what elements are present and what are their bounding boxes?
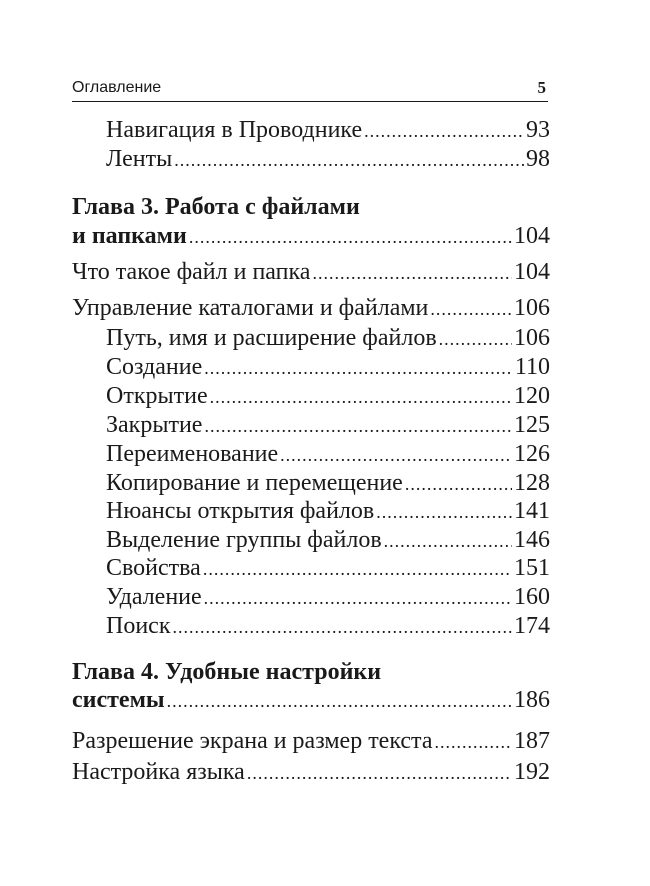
toc-dot-leader [430,295,512,324]
chapter-entry [72,222,550,252]
toc-entry-label: Разрешение экрана и размер текста [72,728,433,754]
chapter-title: Глава 3. Работа с файлами [72,194,360,220]
toc-entry [106,324,550,354]
toc-entry [106,411,550,441]
chapter-entry-page: 104 [514,223,550,249]
toc-dot-leader [203,555,512,584]
toc-entry [72,258,550,288]
toc-entry-label: Навигация в Проводнике [106,117,363,143]
toc-entry-label: Переименование [106,441,279,467]
toc-dot-leader [173,613,513,642]
toc-dot-leader [204,584,512,613]
toc-entry [106,382,550,412]
toc-entry-page: 151 [514,555,550,581]
toc-entry-page: 128 [514,470,550,496]
chapter-entry [72,686,550,716]
toc-dot-leader [210,383,512,412]
running-head [72,77,548,102]
chapter-entry-label: системы [72,687,165,713]
toc-entry-page: 174 [514,613,550,639]
toc-entry-label: Что такое файл и папка [72,259,311,285]
toc-entry-label: Открытие [106,383,208,409]
toc-entry-label: Настройка языка [72,759,245,785]
toc-entry-page: 120 [514,383,550,409]
toc-entry-page: 110 [514,354,550,380]
toc-entry [106,554,550,584]
toc-dot-leader [174,146,524,175]
toc-entry-page: 160 [514,584,550,610]
chapter-title: Глава 4. Удобные настройки [72,659,382,685]
chapter-entry-page: 186 [514,687,550,713]
toc-entry-label: Копирование и перемещение [106,470,403,496]
toc-dot-leader [384,527,512,556]
toc-entry-label: Удаление [106,584,202,610]
toc-entry-label: Управление каталогами и файлами [72,295,429,321]
toc-entry [106,116,550,146]
toc-entry-page: 141 [514,498,550,524]
toc-dot-leader [364,117,524,146]
toc-dot-leader [247,759,512,788]
toc-dot-leader [280,441,512,470]
toc-entry [106,526,550,556]
toc-dot-leader [434,728,512,757]
toc-entry-page: 104 [514,259,550,285]
toc-entry-label: Нюансы открытия файлов [106,498,375,524]
running-head-page-number: 5 [537,78,546,97]
chapter-entry-label: и папками [72,223,187,249]
toc-entry-page: 187 [514,728,550,754]
toc-entry-label: Выделение группы файлов [106,527,382,553]
running-head-title: Оглавление [72,79,162,96]
toc-dot-leader [405,470,512,499]
toc-entry-page: 125 [514,412,550,438]
toc-entry-page: 126 [514,441,550,467]
toc-entry [72,758,550,788]
toc-entry-page: 192 [514,759,550,785]
toc-entry-label: Свойства [106,555,201,581]
toc-entry-page: 93 [526,117,550,143]
toc-entry-label: Создание [106,354,203,380]
toc-entry-page: 106 [514,295,550,321]
toc-dot-leader [376,498,512,527]
toc-dot-leader [189,223,512,252]
toc-entry-page: 146 [514,527,550,553]
toc-entry [72,294,550,324]
toc-dot-leader [204,412,512,441]
toc-dot-leader [167,687,512,716]
toc-dot-leader [439,325,512,354]
toc-entry [106,469,550,499]
toc-dot-leader [204,354,513,383]
toc-entry [106,612,550,642]
toc-entry-label: Путь, имя и расширение файлов [106,325,437,351]
toc-entry-page: 106 [514,325,550,351]
toc-entry-label: Ленты [106,146,173,172]
toc-entry [106,353,550,383]
toc-entry-page: 98 [526,146,550,172]
toc-dot-leader [312,259,512,288]
toc-entry [72,727,550,757]
toc-entry-label: Закрытие [106,412,203,438]
toc-entry-label: Поиск [106,613,171,639]
toc-entry [106,583,550,613]
toc-entry [106,145,550,175]
toc-entry [106,497,550,527]
toc-entry [106,440,550,470]
